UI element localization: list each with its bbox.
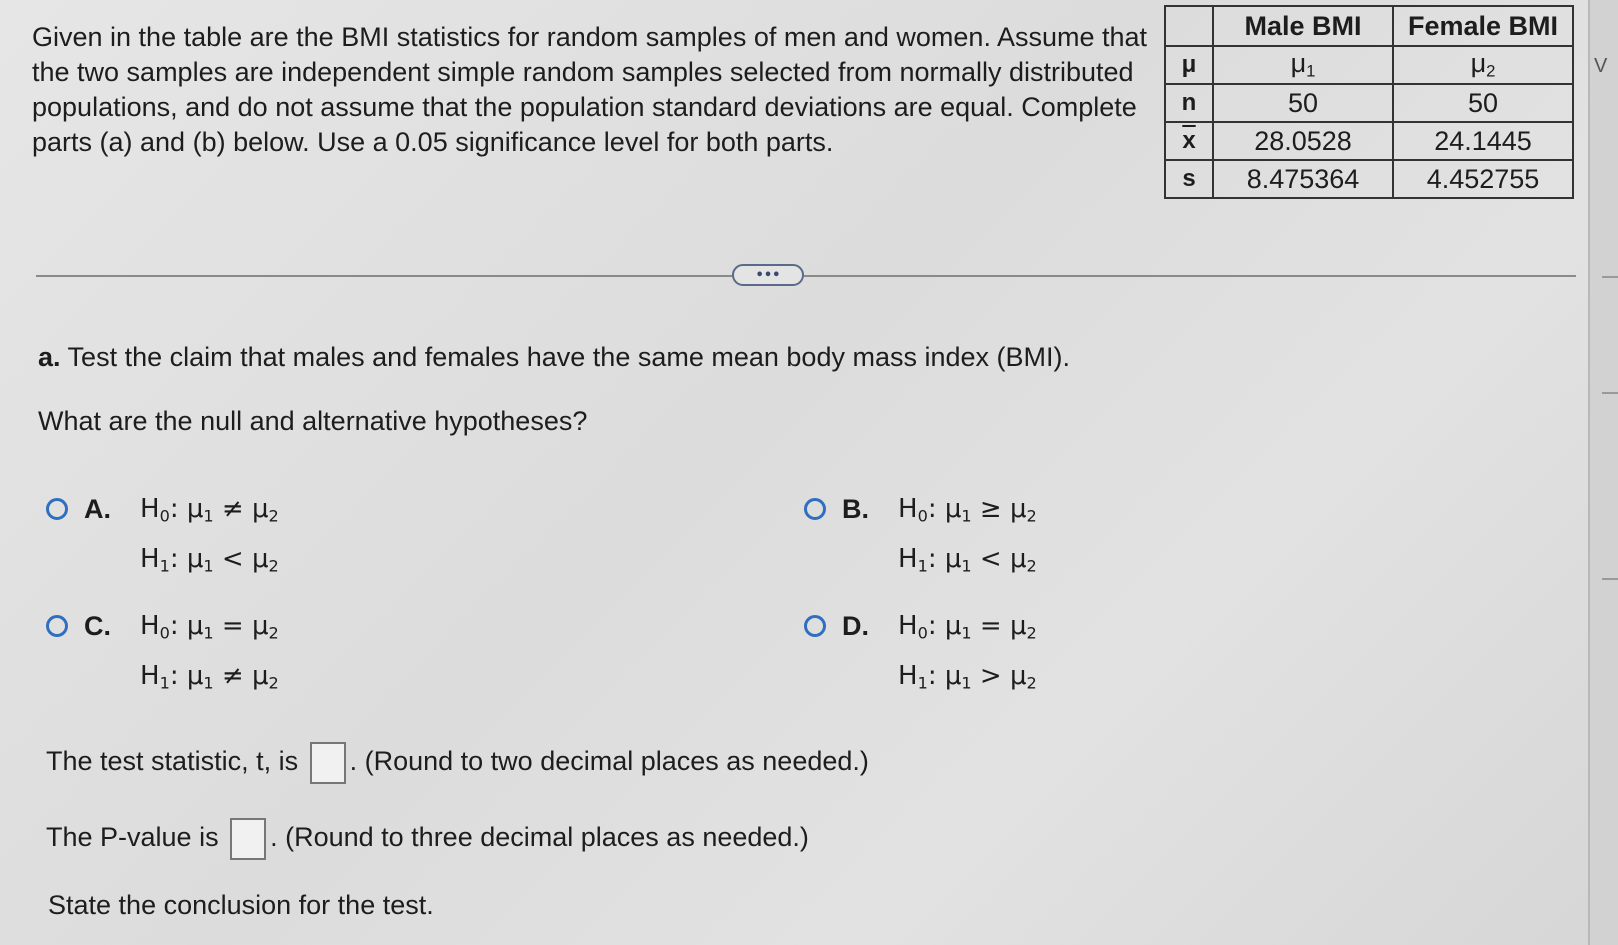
female-mu-text: $\mu_2$ [1470, 48, 1496, 81]
male-mu [1213, 46, 1393, 84]
male-xbar: 28.0528 [1213, 122, 1393, 160]
option-d-h1-expr: $\mu_1 > \mu_2$ [944, 661, 1037, 693]
table-row [1165, 122, 1573, 160]
option-b-h0 [898, 494, 1037, 526]
option-b-h1 [898, 544, 1037, 576]
edge-tick [1602, 578, 1618, 580]
test-statistic-suffix: . (Round to two decimal places as needed.) [349, 746, 869, 777]
h1-label: $H_1$: [140, 661, 179, 693]
option-a-h1 [140, 544, 279, 576]
male-n: 50 [1213, 84, 1393, 122]
row-label-n: n [1165, 84, 1213, 122]
table-row [1165, 160, 1573, 198]
option-a-h0 [140, 494, 279, 526]
female-n: 50 [1393, 84, 1573, 122]
test-statistic-prefix: The test statistic, t, is [46, 746, 299, 777]
option-b-letter: B. [842, 494, 869, 524]
table-row [1165, 46, 1573, 84]
h0-label: $H_0$: [140, 611, 179, 643]
section-divider [36, 275, 1576, 277]
table-header-row [1165, 6, 1573, 46]
part-a-statement [38, 342, 1070, 373]
part-a-text: Test the claim that males and females have the same mean body mass index (BMI). [67, 342, 1071, 372]
hypotheses-question: What are the null and alternative hypotheses? [38, 406, 588, 436]
female-mu [1393, 46, 1573, 84]
h1-label: $H_1$: [898, 544, 937, 576]
conclusion-prompt: State the conclusion for the test. [48, 890, 434, 920]
radio-d[interactable] [804, 615, 826, 637]
female-xbar: 24.1445 [1393, 122, 1573, 160]
p-value-prefix: The P-value is [46, 822, 219, 853]
male-s: 8.475364 [1213, 160, 1393, 198]
option-d-letter: D. [842, 611, 869, 641]
h0-label: $H_0$: [898, 494, 937, 526]
part-a-label: a. [38, 342, 61, 372]
table-header-female: Female BMI [1393, 6, 1573, 46]
option-d-h1 [898, 661, 1037, 693]
row-label-mu: μ [1165, 46, 1213, 84]
p-value-prompt [46, 818, 809, 860]
problem-intro: Given in the table are the BMI statistics for random samples of men and women. Assume that the two samples are independent simple random samples selected from normally distributed populations, and do not assume that the population standard deviations are equal. Complete parts (a) and (b) below. Use a 0.05 significance level for both parts. [32, 22, 1148, 157]
table-row [1165, 84, 1573, 122]
table-header-blank [1165, 6, 1213, 46]
right-edge-panel [1588, 0, 1618, 945]
option-a-h1-expr: $\mu_1 < \mu_2$ [186, 544, 279, 576]
option-a-letter: A. [84, 494, 111, 524]
option-c-h1-expr: $\mu_1 \ne \mu_2$ [186, 661, 279, 693]
radio-c[interactable] [46, 615, 68, 637]
option-c-h1 [140, 661, 279, 693]
h1-label: $H_1$: [140, 544, 179, 576]
option-c-h0 [140, 611, 279, 643]
more-options-button[interactable]: ••• [732, 264, 804, 286]
male-mu-text: $\mu_1$ [1290, 48, 1316, 81]
option-d-h0-expr: $\mu_1 = \mu_2$ [944, 611, 1037, 643]
option-d-h0 [898, 611, 1037, 643]
radio-b[interactable] [804, 498, 826, 520]
edge-character: V [1594, 55, 1608, 77]
test-statistic-input[interactable] [310, 742, 346, 784]
edge-tick [1602, 276, 1618, 278]
bmi-statistics-table [1164, 5, 1574, 199]
option-c-h0-expr: $\mu_1 = \mu_2$ [186, 611, 279, 643]
option-c-letter: C. [84, 611, 111, 641]
row-label-xbar: $\overline{x}$ [1165, 122, 1213, 160]
h1-label: $H_1$: [898, 661, 937, 693]
h0-label: $H_0$: [898, 611, 937, 643]
option-b-h0-expr: $\mu_1 \ge \mu_2$ [944, 494, 1037, 526]
option-a-h0-expr: $\mu_1 \ne \mu_2$ [186, 494, 279, 526]
row-label-s: s [1165, 160, 1213, 198]
radio-a[interactable] [46, 498, 68, 520]
p-value-suffix: . (Round to three decimal places as needed.) [270, 822, 809, 853]
edge-tick [1602, 392, 1618, 394]
option-b-h1-expr: $\mu_1 < \mu_2$ [944, 544, 1037, 576]
test-statistic-prompt [46, 742, 869, 784]
h0-label: $H_0$: [140, 494, 179, 526]
female-s: 4.452755 [1393, 160, 1573, 198]
table-header-male: Male BMI [1213, 6, 1393, 46]
p-value-input[interactable] [230, 818, 266, 860]
